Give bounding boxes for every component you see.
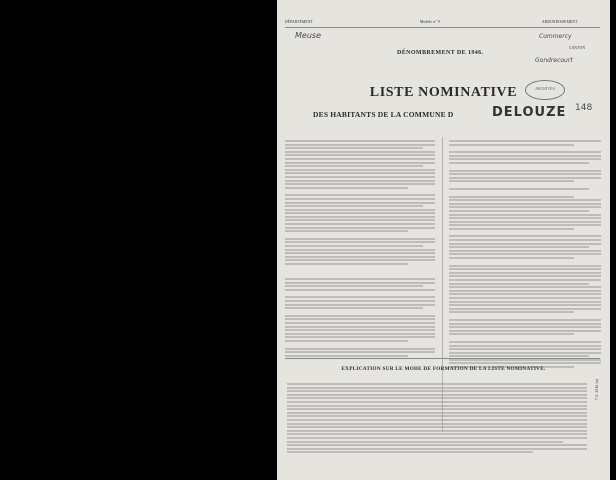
right-column-text <box>449 140 601 370</box>
commune-subtitle: DES HABITANTS DE LA COMMUNE D <box>313 110 454 119</box>
archive-stamp-text: ARCHIVES <box>535 87 555 91</box>
canton-label: CANTON <box>569 46 586 50</box>
explanation-heading: EXPLICATION SUR LE MODE DE FORMATION DE LA LISTE NOMINATIVE. <box>341 366 546 372</box>
explanation-text <box>287 383 587 455</box>
department-label: DÉPARTEMENT <box>285 20 314 24</box>
census-year-title: DÉNOMBREMENT DE 1946. <box>397 50 484 56</box>
census-form-page <box>277 0 610 480</box>
arrondissement-value: Commercy <box>539 33 572 40</box>
canton-value: Gondrecourt <box>535 57 573 64</box>
arrondissement-label: ARRONDISSEMENT <box>542 20 578 24</box>
side-reference: 7 S. 2546 (a) <box>595 378 599 400</box>
commune-name: DELOUZE <box>492 105 567 120</box>
commune-number: 148 <box>575 103 593 113</box>
department-value: Meuse <box>295 31 321 40</box>
model-number: Modèle n° 9. <box>420 20 442 24</box>
left-column-text-2 <box>285 278 435 358</box>
section-rule <box>285 358 600 359</box>
left-column-text <box>285 140 435 267</box>
main-title: LISTE NOMINATIVE <box>369 85 518 100</box>
header-rule <box>285 27 600 28</box>
